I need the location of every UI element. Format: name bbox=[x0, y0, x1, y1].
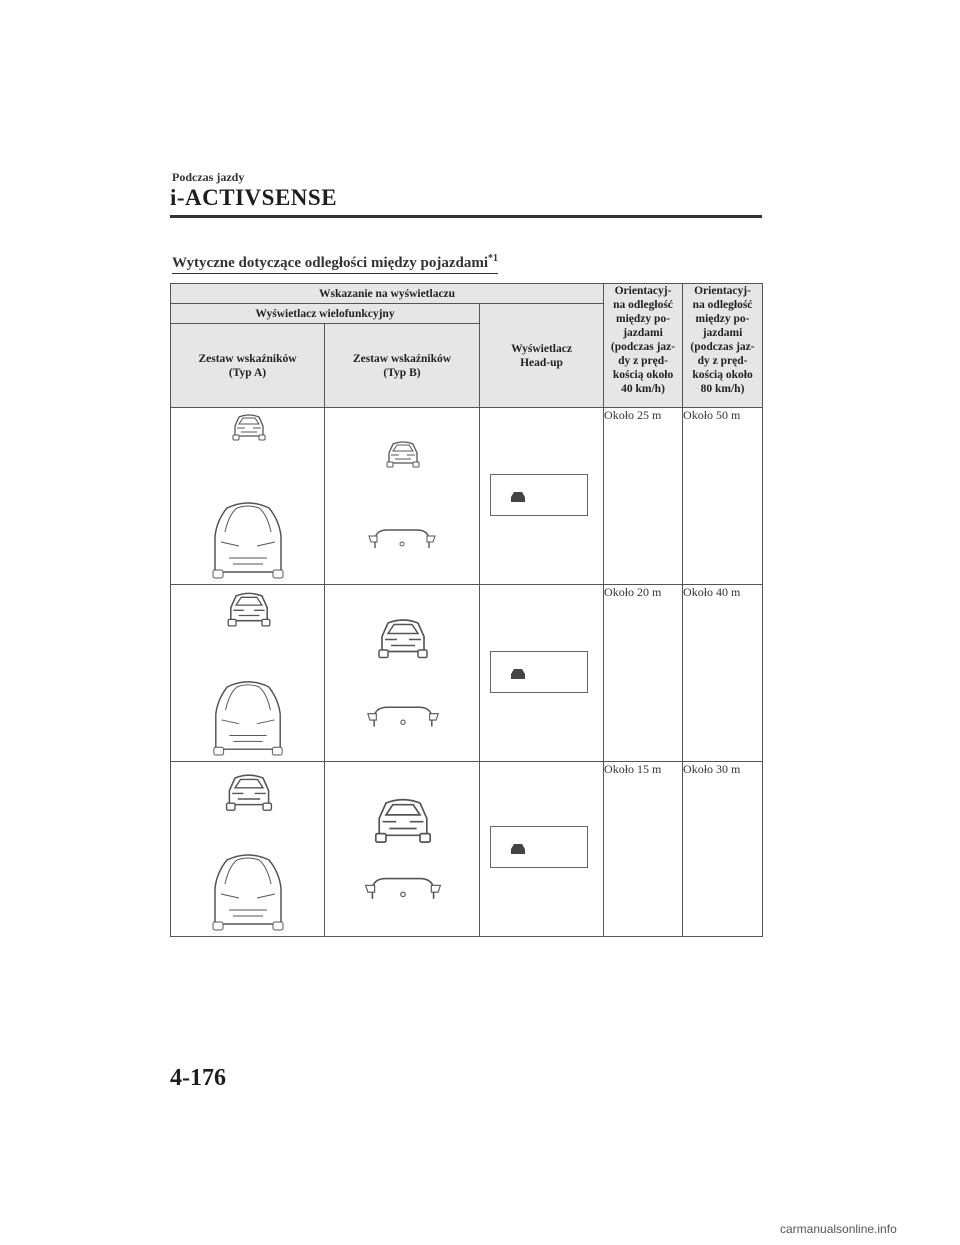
header-display: Wskazanie na wyświetlaczu bbox=[171, 284, 604, 304]
hud-panel bbox=[490, 826, 588, 868]
distance-80: Około 40 m bbox=[683, 585, 763, 762]
title-rule bbox=[170, 215, 762, 218]
lead-car-icon bbox=[229, 412, 269, 442]
distance-80: Około 30 m bbox=[683, 762, 763, 937]
own-car-hood-icon bbox=[367, 526, 437, 556]
footnote-marker: *1 bbox=[488, 253, 499, 264]
distance-40: Około 15 m bbox=[604, 762, 683, 937]
type-a-image bbox=[171, 408, 325, 585]
header-multi-display: Wyświetlacz wielofunkcyjny bbox=[171, 304, 480, 324]
hud-panel bbox=[490, 474, 588, 516]
hud-image bbox=[480, 408, 604, 585]
own-car-icon bbox=[209, 498, 287, 580]
own-car-hood-icon bbox=[363, 874, 443, 908]
own-car-hood-icon bbox=[363, 703, 443, 735]
hud-car-icon bbox=[509, 491, 527, 503]
hud-image bbox=[480, 585, 604, 762]
watermark: carmanualsonline.info bbox=[780, 1222, 897, 1236]
lead-car-icon bbox=[383, 438, 423, 470]
distance-40: Około 25 m bbox=[604, 408, 683, 585]
header-type-a: Zestaw wskaźników (Typ A) bbox=[171, 324, 325, 408]
chapter-title: i-ACTIVSENSE bbox=[170, 185, 338, 210]
header-type-b: Zestaw wskaźników (Typ B) bbox=[325, 324, 480, 408]
lead-car-icon bbox=[373, 615, 433, 661]
own-car-icon bbox=[209, 677, 287, 757]
distance-table bbox=[170, 283, 763, 937]
hud-car-icon bbox=[509, 843, 527, 855]
table-row bbox=[171, 762, 763, 937]
distance-80: Około 50 m bbox=[683, 408, 763, 585]
header-guide-80: Orientacyj- na odległość między po- jazdami (podczas jaz- dy z pręd- kością około 80 km/h) bbox=[683, 284, 763, 408]
own-car-icon bbox=[209, 850, 287, 932]
table-row bbox=[171, 585, 763, 762]
type-b-image bbox=[325, 585, 480, 762]
page-number: 4-176 bbox=[170, 1065, 226, 1091]
distance-40: Około 20 m bbox=[604, 585, 683, 762]
hud-panel bbox=[490, 651, 588, 693]
type-b-image bbox=[325, 408, 480, 585]
type-b-image bbox=[325, 762, 480, 937]
type-a-image bbox=[171, 762, 325, 937]
hud-image bbox=[480, 762, 604, 937]
lead-car-icon bbox=[223, 589, 275, 629]
type-a-image bbox=[171, 585, 325, 762]
subtitle-text: Wytyczne dotyczące odległości między pojazdami bbox=[172, 255, 489, 271]
subtitle bbox=[172, 253, 498, 274]
header-guide-40: Orientacyj- na odległość między po- jazdami (podczas jaz- dy z pręd- kością około 40 km/h) bbox=[604, 284, 683, 408]
lead-car-icon bbox=[221, 766, 277, 818]
section-label: Podczas jazdy bbox=[172, 170, 245, 184]
header-hud: Wyświetlacz Head-up bbox=[480, 304, 604, 408]
lead-car-icon bbox=[369, 790, 437, 850]
hud-car-icon bbox=[509, 668, 527, 680]
table-row bbox=[171, 408, 763, 585]
